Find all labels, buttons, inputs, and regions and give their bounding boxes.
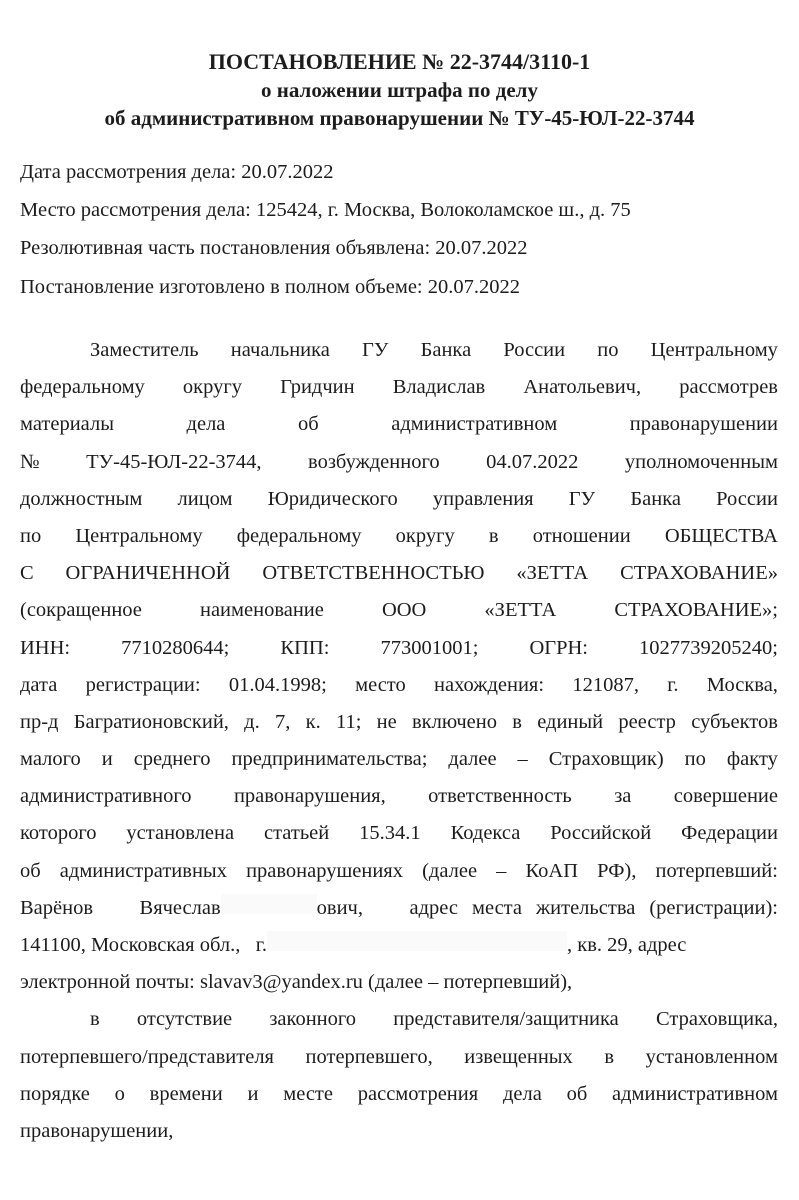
word: в bbox=[90, 1008, 100, 1031]
body-line bbox=[20, 332, 778, 369]
word: регистрации: bbox=[85, 673, 201, 696]
word: ОБЩЕСТВА bbox=[664, 524, 778, 547]
word: уполномоченным bbox=[624, 450, 778, 473]
word: административных bbox=[59, 859, 227, 882]
word: ГУ bbox=[362, 339, 389, 361]
word: России bbox=[503, 339, 566, 361]
word: статьей bbox=[264, 822, 330, 845]
word: правонарушении bbox=[629, 413, 778, 436]
word: к. bbox=[305, 710, 321, 733]
region-abbr: обл., bbox=[199, 934, 241, 956]
word: Владислав bbox=[392, 376, 486, 399]
word: факту bbox=[726, 748, 778, 771]
email-line: электронной почты: slavav3@yandex.ru (далее – потерпевший), bbox=[20, 971, 573, 994]
postal-code: 141100, bbox=[20, 934, 86, 956]
word: 7, bbox=[274, 710, 291, 733]
word: дела bbox=[502, 1082, 542, 1105]
word: дела bbox=[186, 413, 226, 436]
word: СТРАХОВАНИЕ» bbox=[620, 562, 778, 585]
word: представителя/защитника bbox=[393, 1008, 619, 1031]
case-number-title: об административном правонарушении № ТУ-45-ЮЛ-22-3744 bbox=[104, 106, 695, 130]
word: Федерации bbox=[681, 822, 778, 845]
word: (регистрации): bbox=[649, 896, 778, 919]
word: Центральному bbox=[650, 339, 778, 361]
victim-patronymic-end: ович, bbox=[316, 896, 363, 919]
body-line bbox=[20, 518, 778, 555]
word: материалы bbox=[20, 413, 114, 436]
word: потерпевший: bbox=[655, 859, 778, 882]
word: Кодекса bbox=[450, 822, 521, 845]
word: 121087, bbox=[572, 673, 639, 696]
word: – bbox=[496, 859, 507, 882]
victim-line-rest bbox=[409, 890, 778, 927]
word: Юридического bbox=[267, 487, 398, 510]
word: место bbox=[355, 673, 406, 696]
word: и bbox=[101, 748, 113, 771]
word: округу bbox=[182, 376, 243, 399]
word: 773001001; bbox=[380, 636, 479, 659]
word: РФ), bbox=[597, 859, 637, 882]
word: округу bbox=[395, 524, 455, 547]
word: дата bbox=[20, 673, 58, 696]
review-place: Место рассмотрения дела: 125424, г. Москва, Волоколамское ш., д. 75 bbox=[20, 199, 631, 221]
address-tail: , кв. 29, адрес bbox=[566, 934, 687, 956]
word: субъектов bbox=[691, 710, 778, 733]
word: (далее bbox=[422, 859, 478, 882]
operative-part-date: Резолютивная часть постановления объявлена: 20.07.2022 bbox=[20, 237, 528, 259]
word: по bbox=[684, 748, 706, 771]
word: Центральному bbox=[75, 524, 203, 547]
word: административном bbox=[612, 1082, 778, 1105]
word: 04.07.2022 bbox=[486, 450, 579, 473]
word: по bbox=[597, 339, 619, 361]
body-line bbox=[20, 667, 778, 704]
word: рассмотрения bbox=[357, 1082, 479, 1105]
word: об bbox=[566, 1082, 588, 1105]
document-title: ПОСТАНОВЛЕНИЕ № 22-3744/3110-1 bbox=[208, 49, 591, 74]
word: С bbox=[20, 562, 34, 585]
word: месте bbox=[283, 1082, 333, 1105]
word: КПП: bbox=[280, 636, 330, 659]
word: об bbox=[297, 413, 319, 436]
word: места bbox=[471, 896, 522, 919]
word: Багратионовский, bbox=[73, 710, 229, 733]
word: № bbox=[20, 450, 40, 473]
word: времени bbox=[149, 1082, 223, 1105]
word: единый bbox=[537, 710, 604, 733]
word: ОГРАНИЧЕННОЙ bbox=[65, 562, 231, 585]
word: законного bbox=[269, 1008, 357, 1031]
word: отношении bbox=[532, 524, 631, 547]
victim-name-redacted bbox=[140, 890, 363, 927]
word: 15.34.1 bbox=[359, 822, 421, 845]
victim-first-name: Вячеслав bbox=[139, 896, 221, 919]
body-line bbox=[20, 815, 778, 852]
word: об bbox=[20, 859, 41, 882]
word: предпринимательства; bbox=[231, 748, 428, 771]
review-date: Дата рассмотрения дела: 20.07.2022 bbox=[20, 161, 334, 183]
word: правонарушения, bbox=[233, 785, 386, 808]
body-line bbox=[20, 592, 778, 629]
word: в bbox=[512, 710, 522, 733]
word: в bbox=[604, 1045, 615, 1068]
word: Страховщика, bbox=[655, 1008, 778, 1031]
word: установлена bbox=[126, 822, 235, 845]
body-line-last: правонарушении, bbox=[20, 1119, 174, 1142]
word: лицом bbox=[177, 487, 233, 510]
word: установленном bbox=[645, 1045, 778, 1068]
word: включено bbox=[411, 710, 498, 733]
word: 11; bbox=[335, 710, 362, 733]
word: Страховщик) bbox=[548, 748, 664, 771]
word: среднего bbox=[133, 748, 211, 771]
body-line bbox=[20, 555, 778, 592]
word: России bbox=[716, 487, 778, 510]
word: ТУ-45-ЮЛ-22-3744, bbox=[86, 450, 262, 473]
word: далее bbox=[448, 748, 497, 771]
word: – bbox=[517, 748, 528, 771]
word: которого bbox=[20, 822, 97, 845]
word: и bbox=[247, 1082, 259, 1105]
document-subtitle: о наложении штрафа по делу bbox=[261, 78, 538, 102]
word: ОТВЕТСТВЕННОСТЬЮ bbox=[262, 562, 485, 585]
word: за bbox=[614, 785, 632, 808]
body-line bbox=[20, 778, 778, 815]
word: административного bbox=[20, 785, 192, 808]
body-line bbox=[20, 741, 778, 778]
word: потерпевшего/представителя bbox=[20, 1045, 274, 1068]
body-line bbox=[20, 704, 778, 741]
word: ОГРН: bbox=[529, 636, 588, 659]
city-prefix: г. bbox=[255, 934, 267, 956]
body-line bbox=[20, 481, 778, 518]
word: ИНН: bbox=[20, 636, 71, 659]
body-line bbox=[20, 853, 778, 890]
word: извещенных bbox=[464, 1045, 573, 1068]
document-body bbox=[20, 332, 778, 1150]
word: Анатольевич, bbox=[523, 376, 642, 399]
region: Московская bbox=[91, 934, 195, 956]
word: малого bbox=[20, 748, 81, 771]
word: Банка bbox=[630, 487, 681, 510]
word: федеральному bbox=[20, 376, 145, 399]
redaction-address bbox=[267, 931, 567, 951]
body-line bbox=[20, 1076, 778, 1113]
body-line bbox=[20, 1001, 778, 1038]
word: Заместитель bbox=[90, 339, 199, 361]
word: КоАП bbox=[525, 859, 579, 882]
word: (сокращенное bbox=[20, 599, 142, 622]
word: рассмотрев bbox=[679, 376, 778, 399]
word: СТРАХОВАНИЕ»; bbox=[614, 599, 778, 622]
word: «ЗЕТТА bbox=[484, 599, 557, 622]
word: жительства bbox=[535, 896, 636, 919]
word: пр-д bbox=[20, 710, 59, 733]
word: Банка bbox=[420, 339, 472, 361]
word: реестр bbox=[618, 710, 676, 733]
word: ответственность bbox=[428, 785, 572, 808]
word: адрес bbox=[409, 896, 458, 919]
word: возбужденного bbox=[308, 450, 440, 473]
word: правонарушениях bbox=[246, 859, 403, 882]
word: не bbox=[376, 710, 397, 733]
body-line bbox=[20, 444, 778, 481]
word: Гридчин bbox=[280, 376, 355, 399]
word: ГУ bbox=[568, 487, 596, 510]
victim-surname: Варёнов bbox=[20, 896, 94, 919]
word: должностным bbox=[20, 487, 143, 510]
word: г. bbox=[667, 673, 679, 696]
word: управления bbox=[432, 487, 534, 510]
word: нахождения: bbox=[434, 673, 545, 696]
word: о bbox=[114, 1082, 125, 1105]
victim-address-line bbox=[20, 927, 778, 964]
word: Москва, bbox=[706, 673, 778, 696]
word: административном bbox=[391, 413, 558, 436]
word: 7710280644; bbox=[121, 636, 230, 659]
body-line bbox=[20, 369, 778, 406]
word: Российской bbox=[550, 822, 652, 845]
victim-line bbox=[20, 890, 778, 927]
full-text-date: Постановление изготовлено в полном объеме: 20.07.2022 bbox=[20, 276, 520, 298]
word: в bbox=[488, 524, 499, 547]
word: по bbox=[20, 524, 42, 547]
word: ООО bbox=[381, 599, 427, 622]
body-line bbox=[20, 1039, 778, 1076]
word: потерпевшего, bbox=[305, 1045, 433, 1068]
word: 1027739205240; bbox=[639, 636, 778, 659]
word: д. bbox=[244, 710, 260, 733]
body-line bbox=[20, 406, 778, 443]
word: наименование bbox=[199, 599, 324, 622]
word: 01.04.1998; bbox=[228, 673, 327, 696]
word: начальника bbox=[230, 339, 330, 361]
word: совершение bbox=[673, 785, 778, 808]
word: «ЗЕТТА bbox=[516, 562, 589, 585]
word: отсутствие bbox=[136, 1008, 233, 1031]
redaction-patronymic bbox=[221, 894, 317, 914]
word: порядке bbox=[20, 1082, 90, 1105]
word: федеральному bbox=[236, 524, 362, 547]
body-line bbox=[20, 630, 778, 667]
